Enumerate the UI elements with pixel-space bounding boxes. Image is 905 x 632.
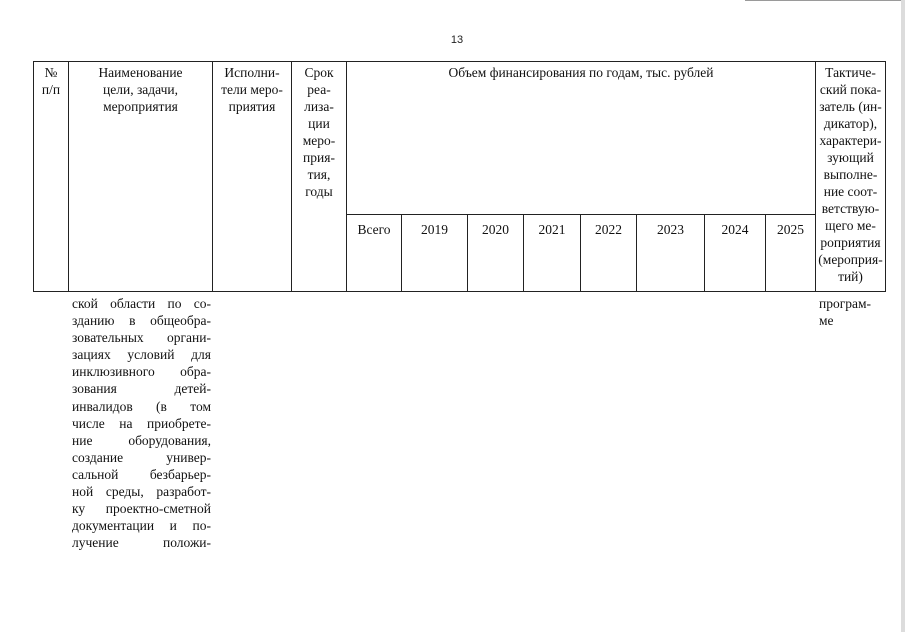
header-financing-title: Объем финансирования по годам, тыс. рублей — [347, 62, 816, 215]
header-year-2024: 2024 — [705, 215, 766, 292]
header-indicator: Тактиче- ский пока- затель (ин- дикатор), характери- зующий выполне- ние соот- ветствую- щего ме- роприятия (мероприя- тий) — [816, 62, 886, 292]
header-period: Срок реа- лиза- ции меро- прия- тия, годы — [292, 62, 347, 292]
header-year-2022: 2022 — [581, 215, 637, 292]
page-number: 13 — [450, 34, 464, 46]
scan-artifact-top — [745, 0, 905, 1]
header-year-2020: 2020 — [468, 215, 524, 292]
header-total: Всего — [347, 215, 402, 292]
header-year-2021: 2021 — [524, 215, 581, 292]
header-executors: Исполни- тели меро- приятия — [213, 62, 292, 292]
header-year-2025: 2025 — [766, 215, 816, 292]
indicator-continuation-text: програм- ме — [819, 296, 872, 329]
header-table — [33, 61, 886, 292]
header-year-2023: 2023 — [637, 215, 705, 292]
header-year-2019: 2019 — [402, 215, 468, 292]
header-num: № п/п — [34, 62, 69, 292]
header-name: Наименование цели, задачи, мероприятия — [69, 62, 213, 292]
name-continuation-text: ской области по со- зданию в общеобра- зовательных органи- зациях условий для инклюзивного обра- зования детей- инвалидов (в том числе на приобрете- ние оборудования, создание универ- сальной безбарьер- ной среды, разработ- ку проектно-сметной документации и по- лучение положи- — [72, 296, 211, 551]
scan-artifact-edge — [901, 0, 905, 632]
